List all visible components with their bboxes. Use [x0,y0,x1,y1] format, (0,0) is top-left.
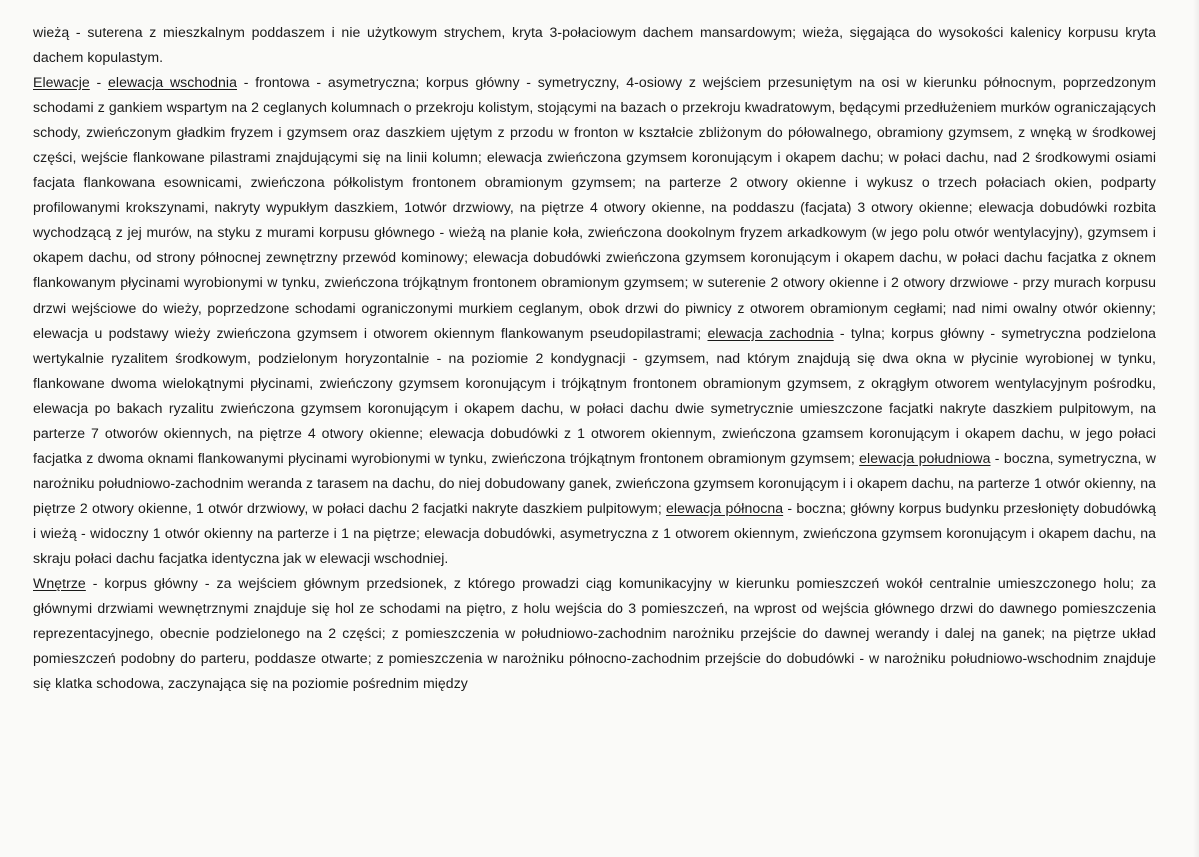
heading-elewacja-wschodnia: elewacja wschodnia [108,74,238,91]
text-segment: wieżą - suterena z mieszkalnym poddaszem i nie użytkowym strychem, kryta 3-połaciowym dachem mansardowym; wieża, sięgająca do wysokości kalenicy korpusu kryta dachem kopulastym. [33,24,1156,66]
paragraph-elevations [33,70,1156,571]
text-segment: - boczna; główny korpus budynku przesłonięty dobudówką i wieżą - widoczny 1 otwór okienny na parterze i 1 na piętrze; elewacja dobudówki, asymetryczna z 1 otworem okiennym, zwieńczona gzymsem koronującym i okapem dachu, na skraju połaci dachu facjatka identyczna jak w elewacji wschodniej. [33,499,1156,566]
heading-elewacje: Elewacje [33,74,90,91]
page-edge-shadow [1193,0,1199,857]
text-segment: - tylna; korpus główny - symetryczna podzielona wertykalnie ryzalitem środkowym, podzielonym horyzontalnie - na poziomie 2 kondygnacji - gzymsem, nad którym znajdują się dwa okna w płycinie wyrobionej w tynku, flankowane dwoma wielokątnymi płycinami, zwieńczony gzymsem koronującym i trójkątnym frontonem obramionym gzymsem, z okrągłym otworem wentylacyjnym pośrodku, elewacja po bakach ryzalitu zwieńczona gzymsem koronującym i okapem dachu, w połaci dachu dwie symetrycznie umieszczone facjatki nakryte daszkiem pulpitowym, na parterze 7 otworów okiennych, na piętrze 4 otwory okienne; elewacja dobudówki z 1 otworem okiennym, zwieńczona gzamsem koronującym i okapem dachu, w jego połaci facjatka z dwoma oknami flankowanymi płycinami wyrobionymi w tynku, zwieńczona trójkątnym frontonem obramionym gzymsem; [33,324,1156,466]
text-segment: - [89,74,108,91]
paragraph-interior [33,571,1156,696]
heading-elewacja-poludniowa: elewacja południowa [859,449,991,466]
heading-elewacja-zachodnia: elewacja zachodnia [707,324,834,341]
text-segment: - korpus główny - za wejściem głównym przedsionek, z którego prowadzi ciąg komunikacyjny w kierunku pomieszczeń wokół centralnie umieszczonego holu; za głównymi drzwiami wewnętrznymi znajduje się hol ze schodami na piętro, z holu wejścia do 3 pomieszczeń, na wprost od wejścia głównego drzwi do dawnego pomieszczenia reprezentacyjnego, obecnie podzielonego na 2 części; z pomieszczenia w południowo-zachodnim narożniku przejście do dawnej werandy i dalej na ganek; na piętrze układ pomieszczeń podobny do parteru, poddasze otwarte; z pomieszczenia w narożniku północno-zachodnim przejście do dobudówki - w narożniku południowo-wschodnim znajduje się klatka schodowa, zaczynająca się na poziomie pośrednim między [33,575,1156,692]
text-segment: - boczna, symetryczna, w narożniku południowo-zachodnim weranda z tarasem na dachu, do niej dobudowany ganek, zwieńczona gzymsem koronującym i i okapem dachu, na parterze 1 otwór okienny, na piętrze 2 otwory okienne, 1 otwór drzwiowy, w połaci dachu 2 facjatki nakryte daszkiem pulpitowym; [33,449,1156,516]
paragraph-roof-tower [33,20,1156,70]
heading-wnetrze: Wnętrze [33,575,86,592]
text-segment: - frontowa - asymetryczna; korpus główny - symetryczny, 4-osiowy z wejściem przesuniętym na osi w kierunku północnym, poprzedzonym schodami z gankiem wspartym na 2 ceglanych kolumnach o przekroju kolistym, stojącymi na bazach o przekroju kwadratowym, będącymi przedłużeniem murków ograniczających schody, zwieńczonym gładkim fryzem i gzymsem oraz daszkiem ujętym z przodu w fronton w kształcie zbliżonym do półowalnego, obramiony gzymsem, z wnęką w środkowej części, wejście flankowane pilastrami znajdującymi się na linii kolumn; elewacja zwieńczona gzymsem koronującym i okapem dachu; w połaci dachu, nad 2 środkowymi osiami facjata flankowana esownicami, zwieńczona półkolistym frontonem obramionym gzymsem; na parterze 2 otwory okienne i wykusz o trzech połaciach okien, podparty profilowanymi krokszynami, nakryty wypukłym daszkiem, 1otwór drzwiowy, na piętrze 4 otwory okienne, na poddaszu (facjata) 3 otwory okienne; elewacja dobudówki rozbita wychodzącą z jej murów, na styku z murami korpusu głównego - wieżą na planie koła, zwieńczona dookolnym fryzem arkadkowym (w jego polu otwór wentylacyjny), gzymsem i okapem dachu, od strony północnej zewnętrzny przewód kominowy; elewacja dobudówki zwieńczona gzymsem koronującym i okapem dachu, w połaci dachu facjatka z oknem flankowanym płycinami wyrobionymi w tynku, zwieńczona trójkątnym frontonem obramionym gzymsem; w suterenie 2 otwory okienne i 2 otwory drzwiowe - przy murach korpusu drzwi wejściowe do wieży, poprzedzone schodami ograniczonymi murkiem ceglanym, obok drzwi do piwnicy z otworem obramionym cegłami; nad nimi owalny otwór okienny; elewacja u podstawy wieży zwieńczona gzymsem i otworem okiennym flankowanym pseudopilastrami; [33,74,1156,341]
document-text [33,20,1156,696]
heading-elewacja-polnocna: elewacja północna [666,499,784,516]
